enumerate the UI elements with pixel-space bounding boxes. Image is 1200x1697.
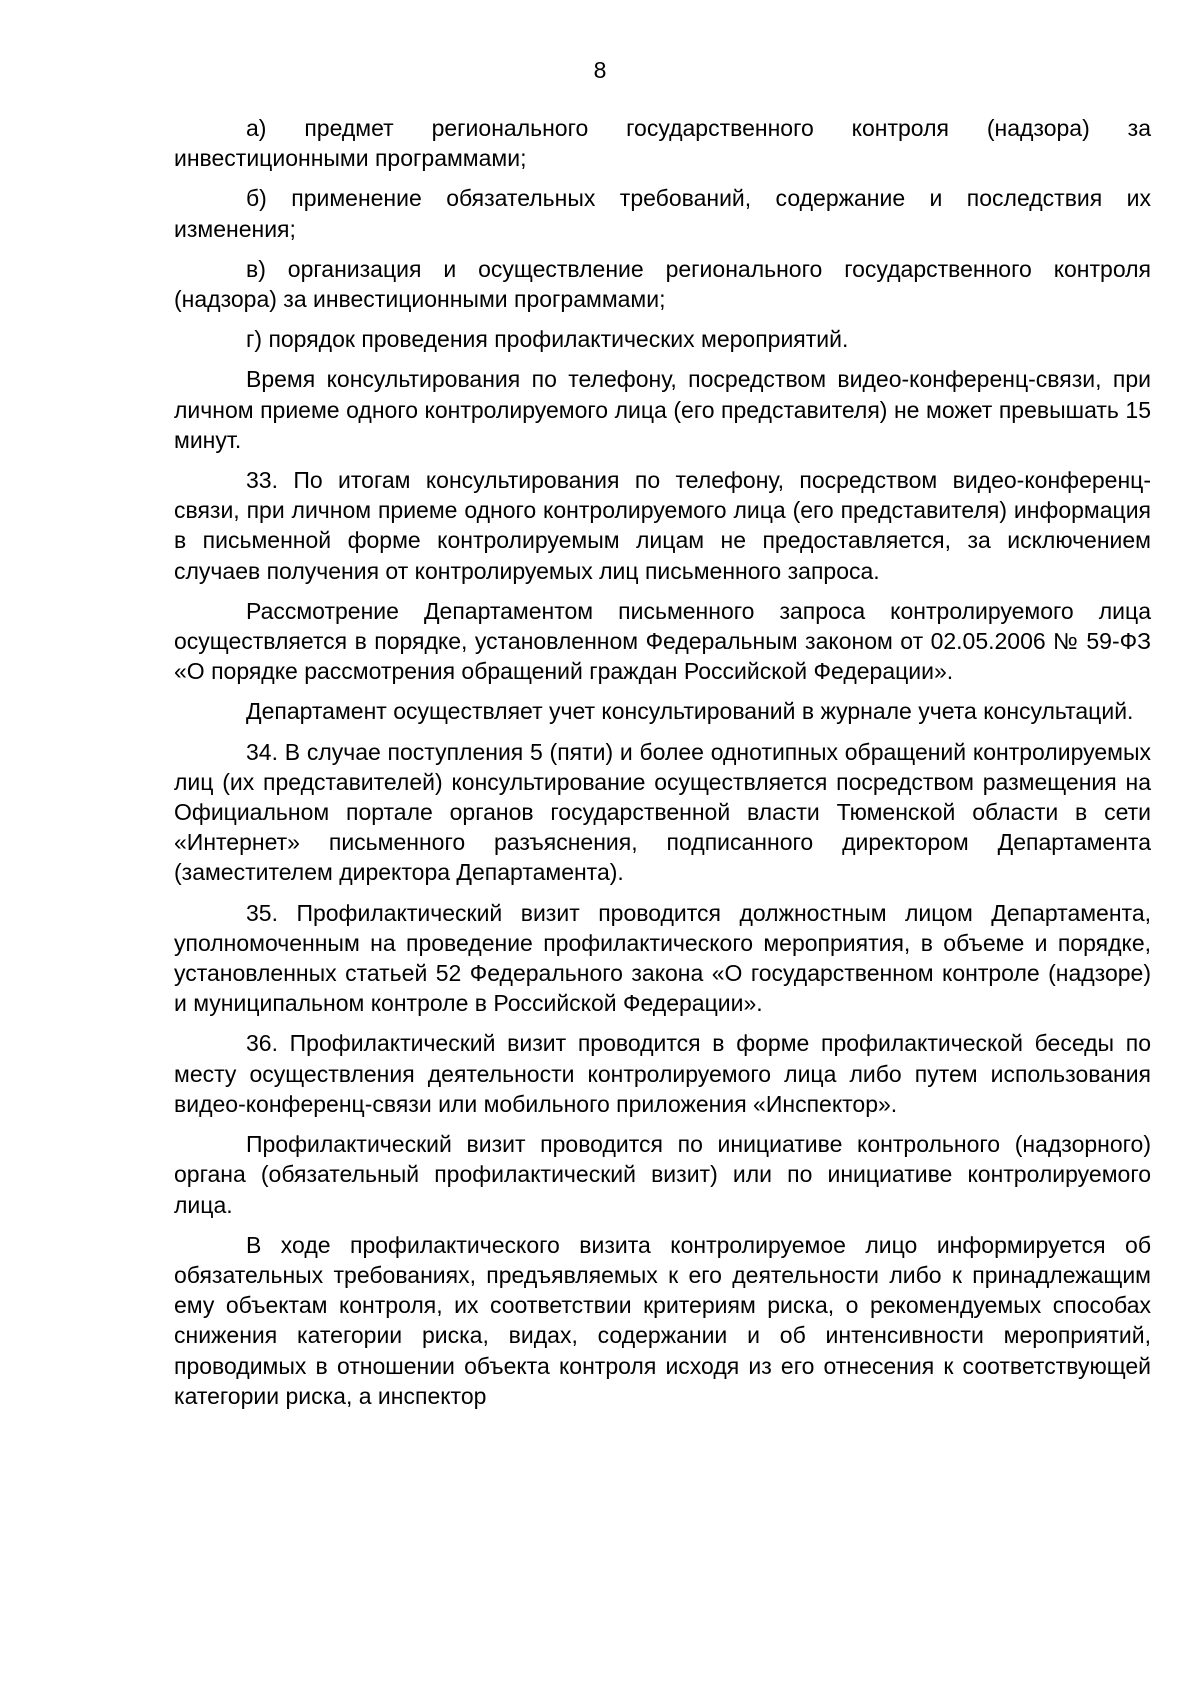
paragraph-consultation-log: Департамент осуществляет учет консультирований в журнале учета консультаций. <box>246 698 1134 725</box>
paragraph-item-b: б) применение обязательных требований, содержание и последствия их изменения; <box>174 185 1151 242</box>
paragraph-item-v: в) организация и осуществление регионального государственного контроля (надзора) за инвестиционными программами; <box>174 255 1151 313</box>
paragraph-clause-33: 33. По итогам консультирования по телефону, посредством видео-конференц-связи, при личном приеме одного контролируемого лица (его представителя) информация в письменной форме контролируемым лицам не предоставляется, за исключением случаев получения от контролируемых лиц письменного запроса. <box>174 467 1151 584</box>
paragraph-written-request: Рассмотрение Департаментом письменного запроса контролируемого лица осуществляется в порядке, установленном Федеральным законом от 02.05.2006 № 59-ФЗ «О порядке рассмотрения обращений граждан Российской Федерации». <box>174 597 1151 685</box>
paragraph-item-a: а) предмет регионального государственного контроля (надзора) за инвестиционными программами; <box>174 115 1151 172</box>
paragraph-clause-35: 35. Профилактический визит проводится должностным лицом Департамента, уполномоченным на проведение профилактического мероприятия, в объеме и порядке, установленных статьей 52 Федерального закона «О государственном контроле (надзоре) и муниципальном контроле в Российской Федерации». <box>174 899 1151 1017</box>
page-number: 8 <box>593 57 607 83</box>
paragraph-item-g: г) порядок проведения профилактических мероприятий. <box>246 326 849 353</box>
paragraph-visit-content: В ходе профилактического визита контролируемое лицо информируется об обязательных требованиях, предъявляемых к его деятельности либо к принадлежащим ему объектам контроля, их соответствии критериям риска, о рекомендуемых способах снижения категории риска, видах, содержании и об интенсивности мероприятий, проводимых в отношении объекта контроля исходя из его отнесения к соответствующей категории риска, а инспектор <box>174 1231 1151 1409</box>
paragraph-visit-initiative: Профилактический визит проводится по инициативе контрольного (надзорного) органа (обязательный профилактический визит) или по инициативе контролируемого лица. <box>174 1131 1151 1218</box>
document-body <box>174 113 1151 1421</box>
paragraph-consultation-time: Время консультирования по телефону, посредством видео-конференц-связи, при личном приеме одного контролируемого лица (его представителя) не может превышать 15 минут. <box>174 366 1151 453</box>
paragraph-clause-36: 36. Профилактический визит проводится в форме профилактической беседы по месту осуществления деятельности контролируемого лица либо путем использования видео-конференц-связи или мобильного приложения «Инспектор». <box>174 1030 1151 1117</box>
paragraph-clause-34: 34. В случае поступления 5 (пяти) и более однотипных обращений контролируемых лиц (их представителей) консультирование осуществляется посредством размещения на Официальном портале органов государственной власти Тюменской области в сети «Интернет» письменного разъяснения, подписанного директором Департамента (заместителем директора Департамента). <box>174 738 1151 886</box>
